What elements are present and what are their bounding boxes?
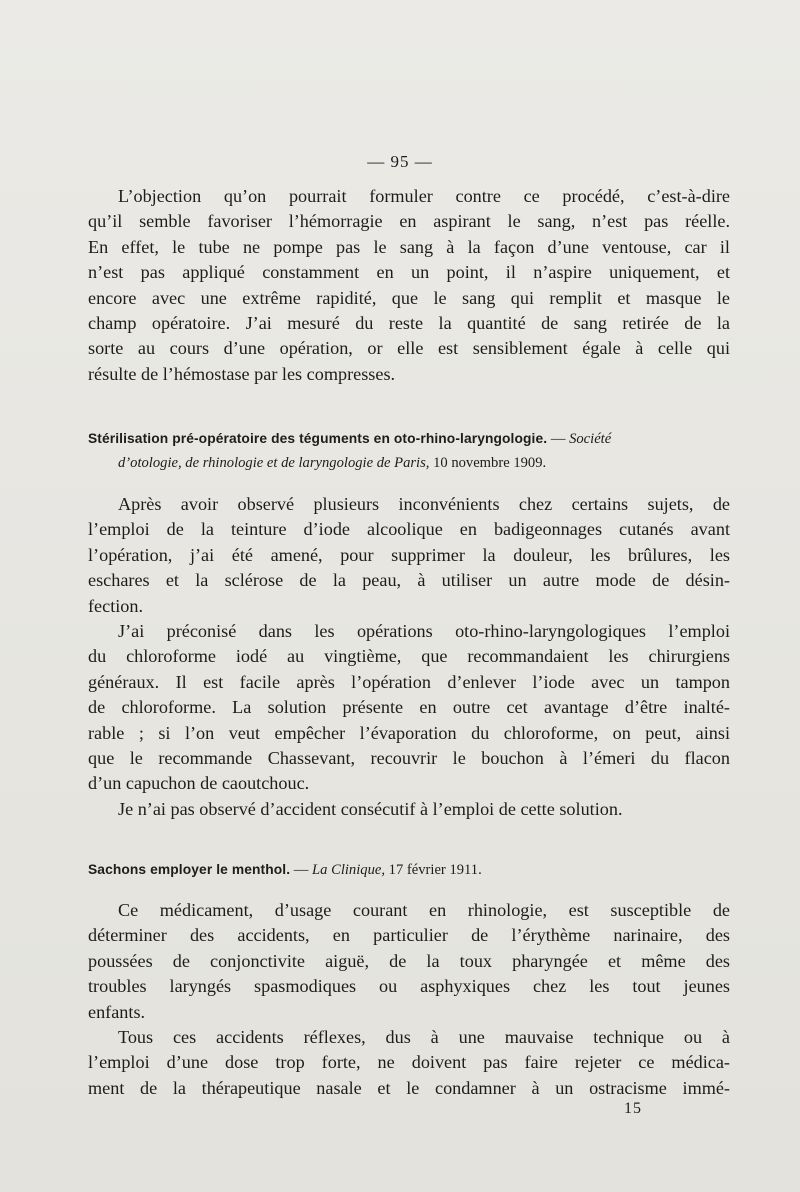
text-line: ment de la thérapeutique nasale et le condamner à un ostracisme immé-: [88, 1077, 730, 1098]
title-dash: —: [547, 431, 570, 447]
article-body-menthol: [88, 898, 730, 1101]
article-title: Sachons employer le menthol.: [88, 862, 291, 877]
article-source: Société: [569, 431, 612, 447]
article-heading-menthol: [88, 858, 738, 882]
page-number: — 95 —: [367, 152, 433, 171]
text-line: encore avec une extrême rapidité, que le sang qui remplit et masque le: [88, 287, 730, 308]
text-line: qu’il semble favoriser l’hémorragie en aspirant le sang, n’est pas réelle.: [88, 211, 730, 232]
text-line: troubles laryngés spasmodiques ou asphyxiques chez les tout jeunes: [88, 976, 730, 997]
article-date: 10 novembre 1909.: [429, 455, 547, 471]
text-line: l’emploi d’une dose trop forte, ne doivent pas faire rejeter ce médica-: [88, 1052, 730, 1073]
text-line: Ce médicament, d’usage courant en rhinologie, est susceptible de: [118, 900, 730, 920]
text-line: généraux. Il est facile après l’opération d’enlever l’iode avec un tampon: [88, 671, 730, 692]
text-line: J’ai préconisé dans les opérations oto-rhino-laryngologiques l’emploi: [118, 621, 730, 642]
text-line: Je n’ai pas observé d’accident consécutif à l’emploi de cette solution.: [118, 798, 623, 819]
text-line: Tous ces accidents réflexes, dus à une mauvaise technique ou à: [118, 1027, 730, 1048]
article-source-continued: d’otologie, de rhinologie et de laryngologie de Paris,: [118, 455, 430, 471]
text-line: L’objection qu’on pourrait formuler contre ce procédé, c’est-à-dire: [118, 186, 730, 206]
text-line: n’est pas appliqué constamment en un point, il n’aspire uniquement, et: [88, 262, 730, 283]
text-line: En effet, le tube ne pompe pas le sang à la façon d’une ventouse, car il: [88, 236, 730, 257]
text-line: l’opération, j’ai été amené, pour supprimer la douleur, les brûlures, les: [88, 544, 730, 565]
text-line: sorte au cours d’une opération, or elle est sensiblement égale à celle qui: [88, 338, 730, 359]
title-dash: —: [290, 862, 313, 878]
text-line: d’un capuchon de caoutchouc.: [88, 773, 310, 794]
text-line: Après avoir observé plusieurs inconvénients chez certains sujets, de: [118, 494, 730, 514]
text-line: poussées de conjonctivite aiguë, de la toux pharyngée et même des: [88, 950, 730, 971]
article-body-sterilisation: [88, 492, 730, 822]
text-line: résulte de l’hémostase par les compresses.: [88, 363, 396, 384]
text-line: champ opératoire. J’ai mesuré du reste la quantité de sang retirée de la: [88, 313, 730, 334]
text-line: enfants.: [88, 1001, 146, 1022]
text-line: eschares et la sclérose de la peau, à utiliser un autre mode de désin-: [88, 570, 730, 591]
article-title: Stérilisation pré-opératoire des téguments en oto-rhino-laryngologie.: [88, 431, 548, 446]
text-line: l’emploi de la teinture d’iode alcoolique en badigeonnages cutanés avant: [88, 519, 730, 540]
article-heading-sterilisation: [88, 427, 738, 475]
article-source: La Clinique,: [312, 862, 386, 878]
article-date: 17 février 1911.: [385, 862, 482, 878]
text-line: rable ; si l’on veut empêcher l’évaporation du chloroforme, on peut, ainsi: [88, 722, 730, 743]
intro-paragraph: [88, 184, 730, 387]
text-line: du chloroforme iodé au vingtième, que recommandaient les chirurgiens: [88, 646, 730, 667]
text-line: de chloroforme. La solution présente en outre cet avantage d’être inalté-: [88, 697, 730, 718]
signature-mark: 15: [624, 1100, 642, 1117]
text-line: déterminer des accidents, en particulier de l’érythème narinaire, des: [88, 925, 730, 946]
text-line: que le recommande Chassevant, recouvrir le bouchon à l’émeri du flacon: [88, 748, 730, 769]
text-line: fection.: [88, 595, 144, 616]
